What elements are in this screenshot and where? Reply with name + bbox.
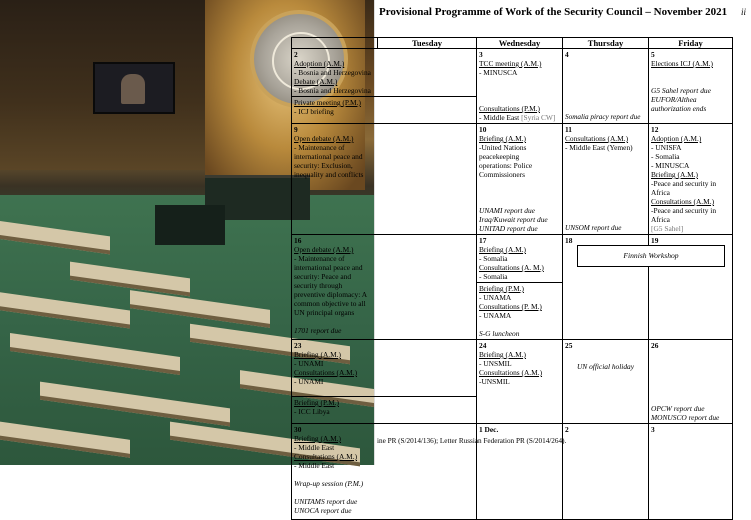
meeting-type: Briefing (P.M.) [479, 284, 524, 293]
calendar-day-cell-fri [649, 124, 733, 235]
meeting-type: Elections ICJ (A.M.) [651, 59, 713, 68]
footnote: ine PR (S/2014/136); Letter Russian Federation PR (S/2014/264). [377, 437, 567, 445]
cell-spacer [651, 350, 730, 359]
day-header-monday-blank [292, 38, 378, 49]
agenda-item: - UNISFA [651, 143, 682, 152]
calendar-day-cell-fri [649, 424, 733, 520]
calendar-day-cell-fri [649, 340, 733, 424]
calendar-day-cell-tue [292, 340, 477, 424]
day-number: 2 [565, 425, 569, 434]
calendar-week-row [292, 340, 733, 424]
agenda-item: - Bosnia and Herzegovina [294, 68, 371, 77]
agenda-item: - ICC Libya [294, 407, 330, 416]
meeting-type: Briefing (A.M.) [294, 434, 342, 443]
calendar-day-cell-wed [477, 49, 563, 124]
day-number: 3 [651, 425, 655, 434]
day-number: 30 [294, 425, 302, 434]
cell-spacer [651, 386, 730, 395]
calendar-day-cell-thu [563, 424, 649, 520]
agenda-item: - MINUSCA [651, 161, 690, 170]
calendar-header-row [292, 38, 733, 49]
report-note: Iraq/Kuwait report due [479, 215, 548, 224]
day-number: 1 Dec. [479, 425, 499, 434]
day-number: 2 [294, 50, 298, 59]
cell-divider [292, 96, 476, 97]
agenda-item: -United Nations peacekeeping [479, 143, 527, 161]
agenda-item: -Peace and security in Africa [651, 179, 717, 197]
day-header: Wednesday [477, 38, 563, 49]
holiday-note: UN official holiday [576, 362, 635, 371]
report-note: UNAMI report due [479, 206, 535, 215]
day-number: 23 [294, 341, 302, 350]
report-note: OPCW report due [651, 404, 705, 413]
agenda-item: - Somalia [479, 254, 508, 263]
day-number: 10 [479, 125, 487, 134]
report-note: UNITAD report due [479, 224, 538, 233]
calendar-week-row [292, 124, 733, 235]
cell-spacer [651, 77, 730, 86]
cell-spacer [651, 68, 730, 77]
bracket-tag: [Syria CW] [521, 113, 556, 122]
agenda-item: - UNSMIL [479, 359, 512, 368]
agenda-item: - Middle East [294, 461, 335, 470]
cell-spacer [651, 395, 730, 404]
day-number: 26 [651, 341, 659, 350]
corner-mark: ii [741, 7, 747, 17]
report-note: UNOCA report due [294, 506, 352, 515]
meeting-type: Briefing (A.M.) [479, 134, 527, 143]
day-number: 9 [294, 125, 298, 134]
meeting-type: Open debate (A.M.) [294, 134, 354, 143]
day-number: 18 [565, 236, 573, 245]
calendar-day-cell-wed [477, 235, 563, 340]
agenda-item: common objective to all [294, 299, 366, 308]
agenda-item: -Peace and security in Africa [651, 206, 717, 224]
meeting-type: Consultations (A.M.) [294, 452, 358, 461]
meeting-type: Consultations (A.M.) [651, 197, 715, 206]
day-number: 5 [651, 50, 655, 59]
day-number: 12 [651, 125, 659, 134]
cell-spacer [479, 95, 560, 104]
agenda-item: [G5 Sahel] [651, 224, 684, 233]
cell-divider [292, 396, 476, 397]
agenda-item: - Somalia [651, 152, 680, 161]
day-number: 4 [565, 50, 569, 59]
meeting-type: Consultations (P. M.) [479, 302, 542, 311]
report-note: G5 Sahel report due [651, 86, 711, 95]
speaker-podium [155, 205, 225, 245]
calendar-day-cell-thu [563, 340, 649, 424]
meeting-type: Open debate (A.M.) [294, 245, 354, 254]
day-number: 16 [294, 236, 302, 245]
cell-spacer [294, 488, 474, 497]
cell-spacer [479, 188, 560, 197]
meeting-type: Briefing (P.M.) [294, 398, 339, 407]
report-due-note: Somalia piracy report due [565, 113, 641, 121]
report-note: EUFOR/Althea authorization ends [651, 95, 707, 113]
day-number: 3 [479, 50, 483, 59]
agenda-item: operations: Police [479, 161, 533, 170]
agenda-item: security: Exclusion, [294, 161, 353, 170]
cell-spacer [479, 320, 560, 329]
meeting-type: Briefing (A.M.) [294, 350, 342, 359]
agenda-item: - Middle East (Yemen) [565, 143, 633, 152]
agenda-item: - ICJ briefing [294, 107, 334, 116]
agenda-item: - Bosnia and Herzegovina [294, 86, 371, 95]
agenda-item: - UNAMA [479, 311, 512, 320]
cell-divider [477, 282, 562, 283]
agenda-item: - Middle East [Syria CW] [479, 113, 556, 122]
meeting-type: Consultations (A.M.) [479, 368, 543, 377]
cell-spacer [479, 197, 560, 206]
report-note: S-G luncheon [479, 329, 520, 338]
agenda-item: -UNSMIL [479, 377, 510, 386]
workshop-box: Finnish Workshop [577, 245, 725, 267]
cell-spacer [651, 377, 730, 386]
meeting-type: Consultations (A. M.) [479, 263, 544, 272]
cell-spacer [294, 317, 474, 326]
calendar-week-row [292, 235, 733, 340]
agenda-item: - Maintenance of [294, 254, 345, 263]
meeting-type: Adoption (A.M.) [294, 59, 345, 68]
day-header: Thursday [563, 38, 649, 49]
day-number: 11 [565, 125, 572, 134]
calendar-day-cell-thu [563, 49, 649, 124]
day-number: 19 [651, 236, 659, 245]
meeting-type: Briefing (A.M.) [479, 245, 527, 254]
agenda-item: - Somalia [479, 272, 508, 281]
day-number: 25 [565, 341, 573, 350]
agenda-item: - Maintenance of [294, 143, 345, 152]
meeting-type: Consultations (P.M.) [479, 104, 540, 113]
cell-spacer [479, 77, 560, 86]
agenda-item: - MINUSCA [479, 68, 518, 77]
calendar-day-cell-fri [649, 49, 733, 124]
meeting-type: Private meeting (P.M.) [294, 98, 361, 107]
calendar-day-cell-thu [563, 124, 649, 235]
agenda-item: preventive diplomacy: A [294, 290, 368, 299]
day-number: 24 [479, 341, 487, 350]
meeting-type: Consultations (A.M.) [565, 134, 629, 143]
agenda-item: - UNAMI [294, 359, 324, 368]
agenda-item: Commissioners [479, 170, 525, 179]
day-header: Tuesday [378, 38, 477, 49]
meeting-type: Briefing (A.M.) [479, 350, 527, 359]
video-screen [93, 62, 175, 114]
calendar-table [291, 37, 733, 520]
agenda-item: international peace and [294, 152, 363, 161]
cell-spacer [294, 470, 474, 479]
meeting-type: TCC meeting (A.M.) [479, 59, 542, 68]
calendar-day-cell-tue [292, 49, 477, 124]
meeting-type: Consultations (A.M.) [294, 368, 358, 377]
cell-spacer [651, 368, 730, 377]
calendar-day-cell-wed [477, 124, 563, 235]
agenda-item: inequality and conflicts [294, 170, 364, 179]
agenda-item: security through [294, 281, 343, 290]
agenda-item: international peace and [294, 263, 363, 272]
report-note: Wrap-up session (P.M.) [294, 479, 364, 488]
report-due-note: UNSOM report due [565, 224, 622, 232]
document-title: Provisional Programme of Work of the Security Council – November 2021 [379, 6, 728, 18]
cell-spacer [479, 86, 560, 95]
meeting-type: Debate (A.M.) [294, 77, 338, 86]
report-note: MONUSCO report due [651, 413, 720, 422]
calendar-week-row [292, 49, 733, 124]
meeting-type: Briefing (A.M.) [651, 170, 699, 179]
report-note: 1701 report due [294, 326, 342, 335]
agenda-item: - UNAMA [479, 293, 512, 302]
cell-spacer [294, 386, 474, 395]
calendar-day-cell-wed [477, 340, 563, 424]
agenda-item: - Middle East [294, 443, 335, 452]
calendar-day-cell-tue [292, 124, 477, 235]
programme-document [294, 0, 751, 515]
meeting-type: Adoption (A.M.) [651, 134, 702, 143]
day-number: 17 [479, 236, 487, 245]
report-note: UNITAMS report due [294, 497, 358, 506]
agenda-item: UN principal organs [294, 308, 355, 317]
agenda-item: - UNAMI [294, 377, 324, 386]
day-header: Friday [649, 38, 733, 49]
cell-spacer [479, 179, 560, 188]
calendar-day-cell-tue [292, 235, 477, 340]
cell-spacer [651, 359, 730, 368]
agenda-item: security: Peace and [294, 272, 352, 281]
